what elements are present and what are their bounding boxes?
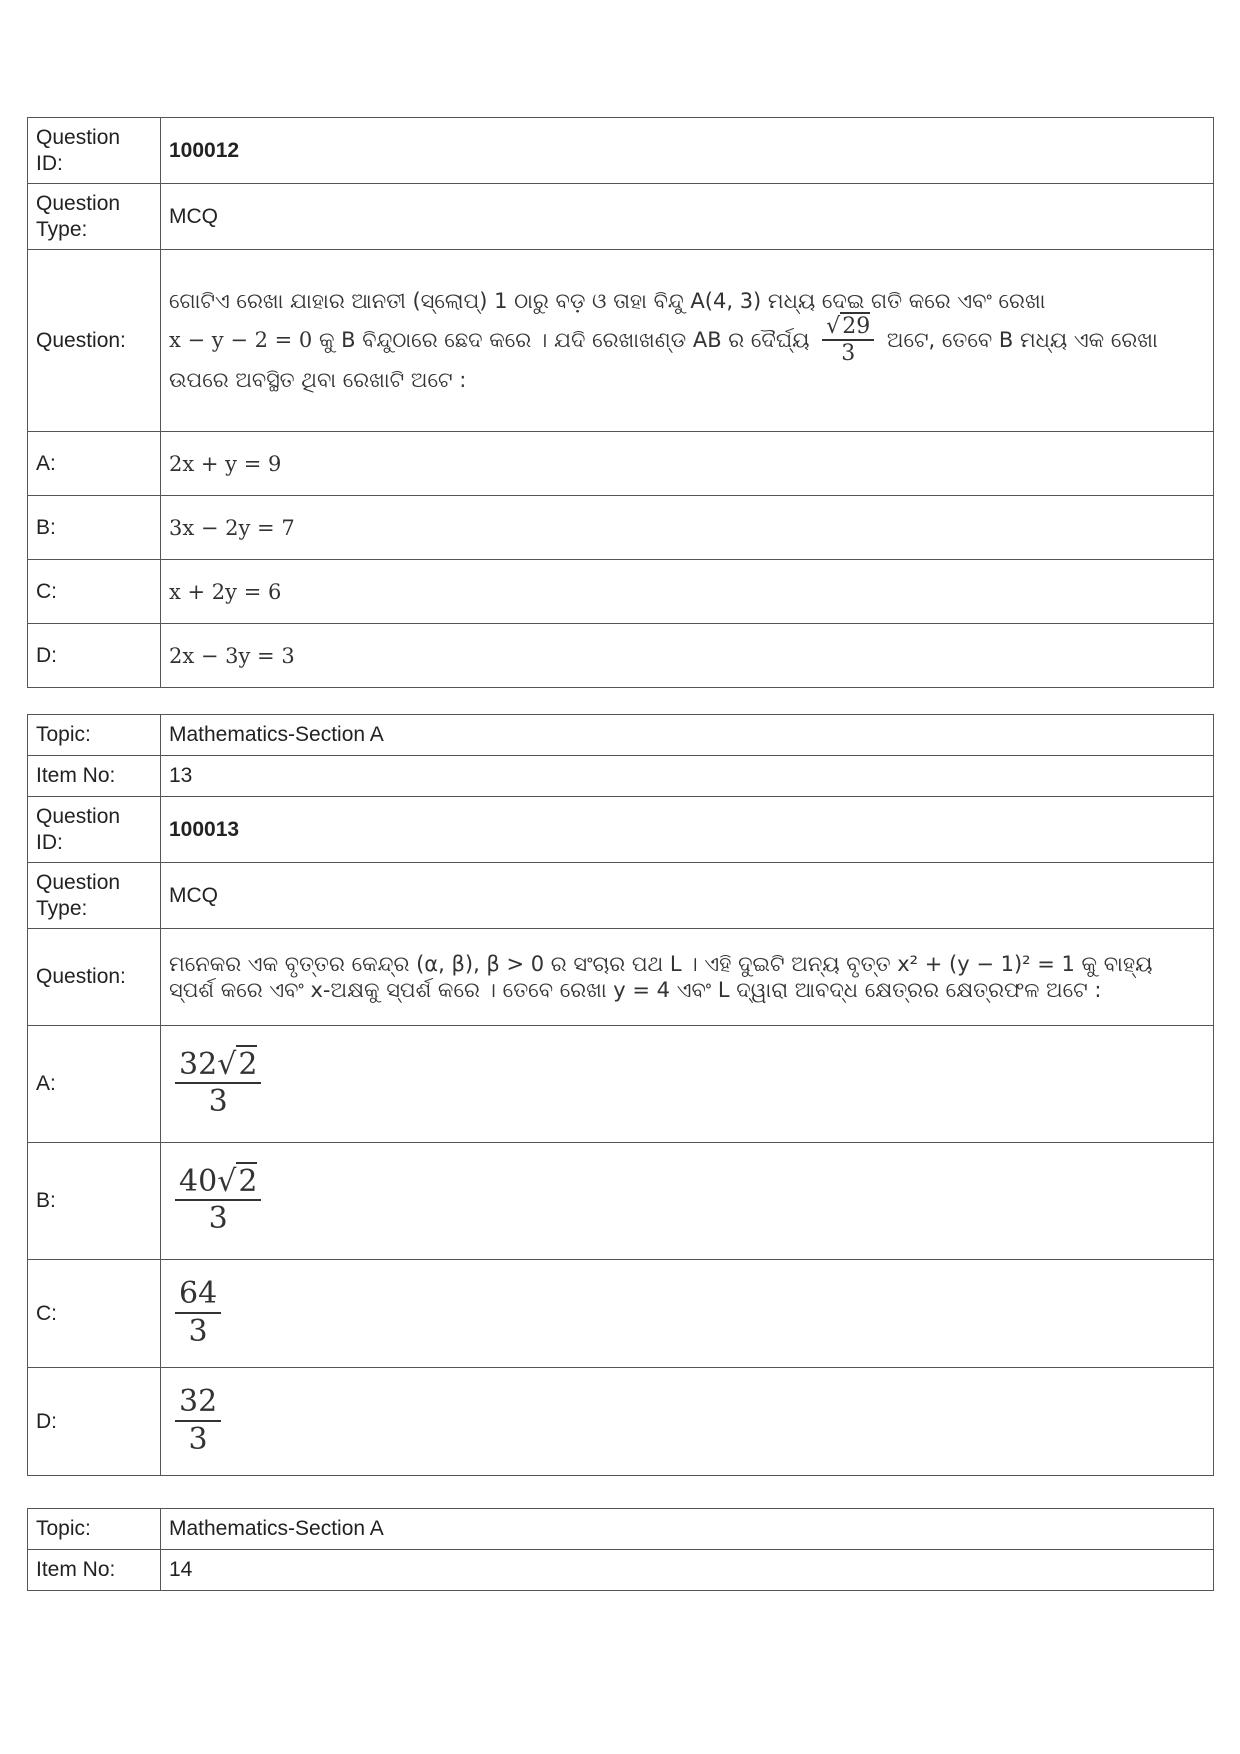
question-equation: x − y − 2 = 0 xyxy=(169,327,313,352)
question-text xyxy=(161,250,1214,432)
option-a-value xyxy=(161,1026,1214,1143)
question-text-part3: ଅଟେ, ତେବେ B ମଧ୍ୟ ଏକ ରେଖା xyxy=(886,327,1158,352)
question-type-label: Question Type: xyxy=(28,184,161,250)
option-d-row xyxy=(28,1368,1214,1476)
question-type-row xyxy=(28,184,1214,250)
option-c-row xyxy=(28,1260,1214,1368)
numerator: 32 xyxy=(175,1385,221,1422)
item-no-label: Item No: xyxy=(28,756,161,797)
option-label: C: xyxy=(28,1260,161,1368)
denominator: 3 xyxy=(188,1313,208,1349)
option-d-value xyxy=(161,1368,1214,1476)
question-type-value: MCQ xyxy=(161,184,1214,250)
option-d-fraction xyxy=(175,1385,221,1458)
coefficient: 32 xyxy=(179,1046,218,1082)
option-d-row xyxy=(28,624,1214,688)
option-b-value: 3x − 2y = 7 xyxy=(161,496,1214,560)
topic-value: Mathematics-Section A xyxy=(161,1509,1214,1550)
denominator: 3 xyxy=(208,1201,228,1237)
denominator: 3 xyxy=(208,1084,228,1120)
option-label: D: xyxy=(28,624,161,688)
option-label: C: xyxy=(28,560,161,624)
question-row xyxy=(28,250,1214,432)
fraction-radicand: 29 xyxy=(842,313,871,339)
question-text-part2: କୁ B ବିନ୍ଦୁଠାରେ ଛେଦ କରେ । ଯଦି ରେଖାଖଣ୍ଡ AB ର ଦୈର୍ଘ୍ୟ xyxy=(312,327,810,352)
option-label: A: xyxy=(28,432,161,496)
question-row xyxy=(28,929,1214,1026)
option-c-row xyxy=(28,560,1214,624)
topic-row xyxy=(28,715,1214,756)
question-label: Question: xyxy=(28,250,161,432)
numerator: 64 xyxy=(175,1277,221,1314)
item-no-value: 13 xyxy=(161,756,1214,797)
option-b-value xyxy=(161,1143,1214,1260)
option-a-row xyxy=(28,1026,1214,1143)
option-c-value: x + 2y = 6 xyxy=(161,560,1214,624)
topic-label: Topic: xyxy=(28,1509,161,1550)
question-text-part1: ଗୋଟିଏ ରେଖା ଯାହାର ଆନତୀ (ସ୍ଲୋପ୍) 1 ଠାରୁ ବଡ଼ ଓ ତାହା ବିନ୍ଦୁ A(4, 3) ମଧ୍ୟ ଦେଇ ଗତି କରେ ଏବଂ ରେଖା xyxy=(169,288,1046,313)
question-id-label: Question ID: xyxy=(28,797,161,863)
question-id-row xyxy=(28,797,1214,863)
item-no-row xyxy=(28,756,1214,797)
item-no-label: Item No: xyxy=(28,1550,161,1591)
question-text xyxy=(161,929,1214,1026)
coefficient: 40 xyxy=(179,1163,218,1199)
question-12-table xyxy=(27,117,1214,688)
denominator: 3 xyxy=(188,1421,208,1457)
option-c-fraction xyxy=(175,1277,221,1350)
option-d-value: 2x − 3y = 3 xyxy=(161,624,1214,688)
item-no-row xyxy=(28,1550,1214,1591)
question-type-row xyxy=(28,863,1214,929)
question-id-value: 100012 xyxy=(161,118,1214,184)
question-id-value: 100013 xyxy=(161,797,1214,863)
item-no-value: 14 xyxy=(161,1550,1214,1591)
option-a-value: 2x + y = 9 xyxy=(161,432,1214,496)
question-type-label: Question Type: xyxy=(28,863,161,929)
option-a-row xyxy=(28,432,1214,496)
option-b-row xyxy=(28,1143,1214,1260)
question-id-row xyxy=(28,118,1214,184)
question-type-value: MCQ xyxy=(161,863,1214,929)
option-b-row xyxy=(28,496,1214,560)
length-fraction: $\frac{√29}{3}$ xyxy=(822,314,874,368)
question-13-table xyxy=(27,714,1214,1476)
option-label: D: xyxy=(28,1368,161,1476)
option-label: A: xyxy=(28,1026,161,1143)
option-a-fraction: $\frac{32√2}{3}$ xyxy=(175,1048,261,1121)
topic-label: Topic: xyxy=(28,715,161,756)
option-b-fraction: $\frac{40√2}{3}$ xyxy=(175,1165,261,1238)
topic-value: Mathematics-Section A xyxy=(161,715,1214,756)
option-label: B: xyxy=(28,1143,161,1260)
option-label: B: xyxy=(28,496,161,560)
question-text-line2: ସ୍ପର୍ଶ କରେ ଏବଂ x-ଅକ୍ଷକୁ ସ୍ପର୍ଶ କରେ । ତେବେ ରେଖା y = 4 ଏବଂ L ଦ୍ୱାରା ଆବଦ୍ଧ କ୍ଷେତ୍ରର କ୍ଷେତ୍ରଫଳ ଅଟେ : xyxy=(169,978,1102,1002)
radicand: 2 xyxy=(238,1163,258,1199)
question-text-part4: ଉପରେ ଅବସ୍ଥିତ ଥିବା ରେଖାଟି ଅଟେ : xyxy=(169,368,467,393)
question-label: Question: xyxy=(28,929,161,1026)
fraction-denominator: 3 xyxy=(841,340,856,366)
option-c-value xyxy=(161,1260,1214,1368)
topic-row xyxy=(28,1509,1214,1550)
radicand: 2 xyxy=(238,1046,258,1082)
question-text-line1: ମନେକର ଏକ ବୃତ୍ତର କେନ୍ଦ୍ର (α, β), β > 0 ର ସଂଚାର ପଥ L । ଏହି ଦୁଇଟି ଅନ୍ୟ ବୃତ୍ତ x² + (y − 1)² = 1 କୁ ବାହ୍ୟ xyxy=(169,952,1153,976)
question-id-label: Question ID: xyxy=(28,118,161,184)
question-14-table xyxy=(27,1508,1214,1591)
